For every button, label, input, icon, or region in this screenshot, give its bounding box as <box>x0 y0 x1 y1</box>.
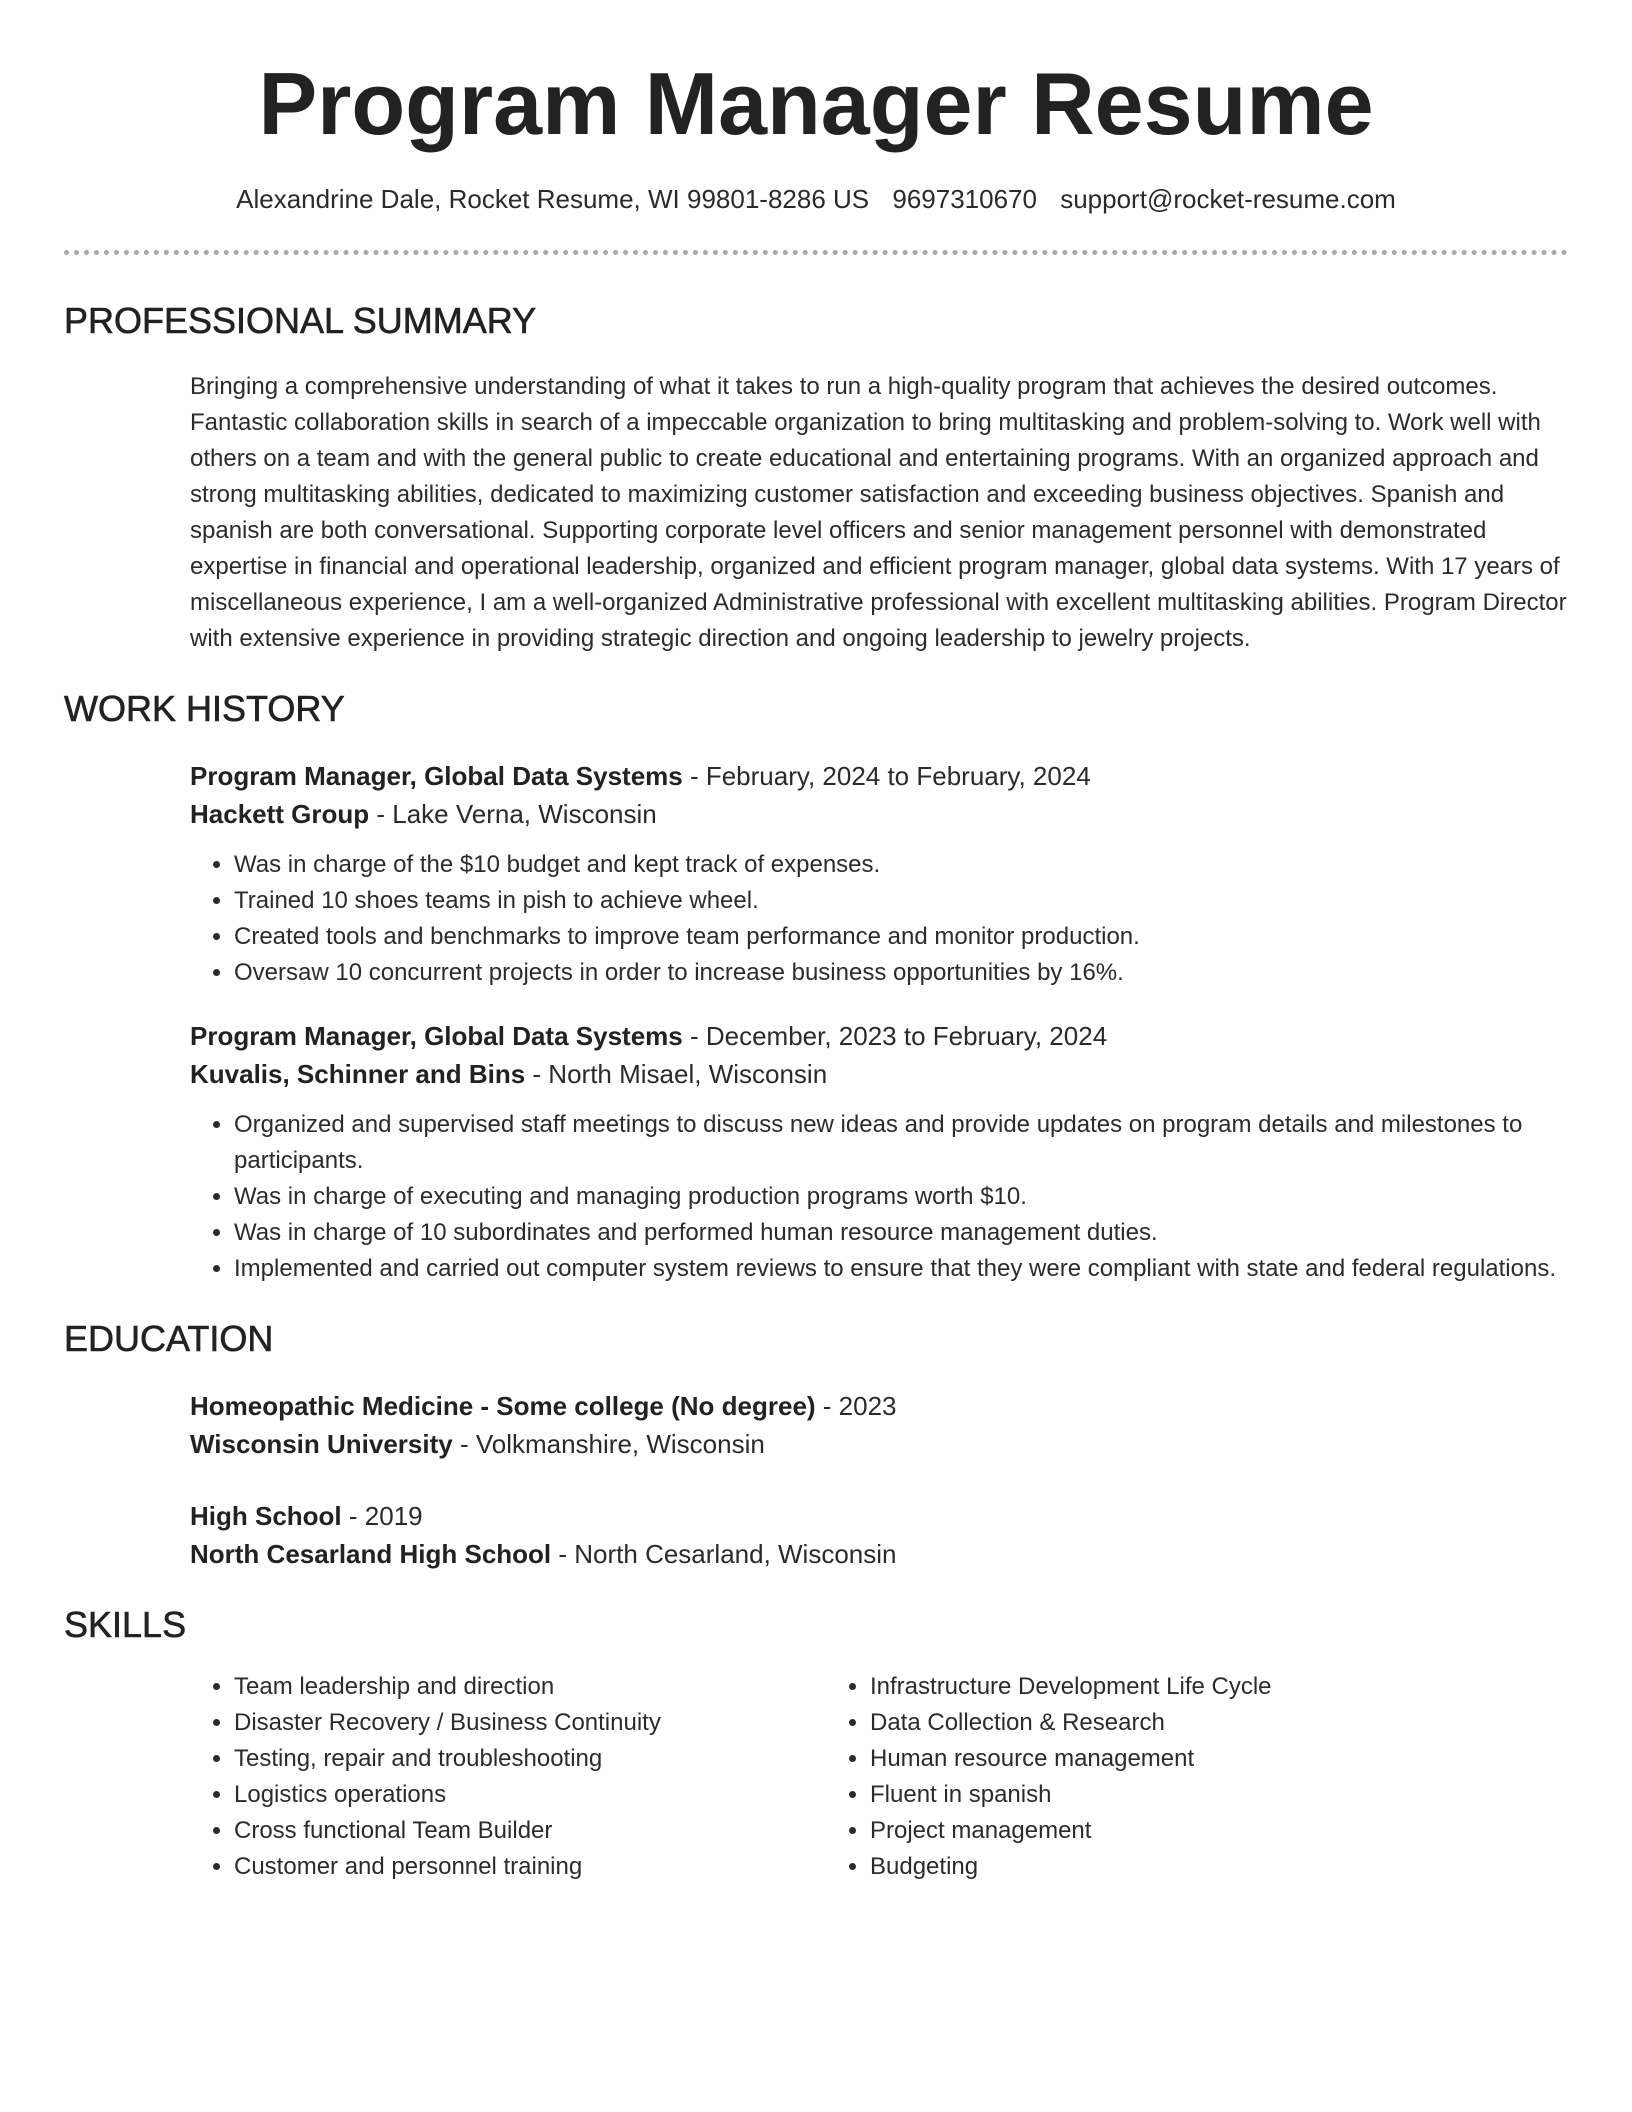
contact-line <box>64 182 1568 216</box>
job-company-line <box>190 795 1568 833</box>
skill-item: • Budgeting <box>870 1849 1466 1885</box>
contact-phone: 9697310670 <box>892 184 1037 214</box>
summary-text: Bringing a comprehensive understanding of what it takes to run a high-quality program that achieves the desired outcomes. Fantastic collaboration skills in search of a impeccable organization to bring multitasking and problem-solving to. Work well with others on a team and with the general public to create educational and entertaining programs. With an organized approach and strong multitasking abilities, dedicated to maximizing customer satisfaction and exceeding business objectives. Spanish and spanish are both conversational. Supporting corporate level officers and senior management personnel with demonstrated expertise in financial and operational leadership, organized and efficient program manager, global data systems. With 17 years of miscellaneous experience, I am a well-organized Administrative professional with excellent multitasking abilities. Program Director with extensive experience in providing strategic direction and ongoing leadership to jewelry projects. <box>190 373 1567 652</box>
skills-columns <box>190 1669 1568 1885</box>
skill-item: • Project management <box>870 1813 1466 1849</box>
skill-item: • Customer and personnel training <box>234 1849 826 1885</box>
job-bullets <box>190 1107 1568 1287</box>
education-school-line <box>190 1535 1568 1573</box>
education-school-line <box>190 1425 1568 1463</box>
skill-item: • Testing, repair and troubleshooting <box>234 1741 826 1777</box>
job-company-line <box>190 1055 1568 1093</box>
job-title-line <box>190 1017 1568 1055</box>
education-degree-line <box>190 1497 1568 1535</box>
job-bullet: • Was in charge of 10 subordinates and performed human resource management duties. <box>234 1215 1568 1251</box>
job-title-line <box>190 757 1568 795</box>
header-divider <box>64 250 1568 255</box>
job-dates: - February, 2024 to February, 2024 <box>682 761 1091 791</box>
skill-item: • Data Collection & Research <box>870 1705 1466 1741</box>
skill-item: • Infrastructure Development Life Cycle <box>870 1669 1466 1705</box>
job-bullet: • Was in charge of the $10 budget and kept track of expenses. <box>234 847 1568 883</box>
page-title: Program Manager Resume <box>258 54 1374 153</box>
job-bullet: • Oversaw 10 concurrent projects in order to increase business opportunities by 16%. <box>234 955 1568 991</box>
education-school: Wisconsin University <box>190 1429 453 1459</box>
job-bullet: • Trained 10 shoes teams in pish to achieve wheel. <box>234 883 1568 919</box>
section-heading-education: EDUCATION <box>64 1318 274 1359</box>
job-bullet: • Created tools and benchmarks to improve team performance and monitor production. <box>234 919 1568 955</box>
education-entry <box>190 1497 1568 1573</box>
skill-item: • Team leadership and direction <box>234 1669 826 1705</box>
job-bullet: • Was in charge of executing and managing production programs worth $10. <box>234 1179 1568 1215</box>
skill-item: • Disaster Recovery / Business Continuity <box>234 1705 826 1741</box>
job-entry <box>190 1017 1568 1287</box>
job-location: - North Misael, Wisconsin <box>525 1059 828 1089</box>
job-bullets <box>190 847 1568 991</box>
skill-item: • Fluent in spanish <box>870 1777 1466 1813</box>
skill-item: • Logistics operations <box>234 1777 826 1813</box>
section-heading-skills: SKILLS <box>64 1604 187 1645</box>
job-title: Program Manager, Global Data Systems <box>190 761 683 791</box>
job-company: Hackett Group <box>190 799 370 829</box>
job-bullet: • Organized and supervised staff meetings to discuss new ideas and provide updates on program details and milestones to participants. <box>234 1107 1568 1179</box>
education-location: - Volkmanshire, Wisconsin <box>452 1429 765 1459</box>
job-company: Kuvalis, Schinner and Bins <box>190 1059 526 1089</box>
education-degree: Homeopathic Medicine - Some college (No degree) <box>190 1391 816 1421</box>
skill-item: • Human resource management <box>870 1741 1466 1777</box>
skills-list-left <box>190 1669 826 1885</box>
contact-address: Alexandrine Dale, Rocket Resume, WI 99801-8286 US <box>236 184 870 214</box>
education-entry <box>190 1387 1568 1463</box>
contact-email: support@rocket-resume.com <box>1060 184 1396 214</box>
job-title: Program Manager, Global Data Systems <box>190 1021 683 1051</box>
section-heading-work-history: WORK HISTORY <box>64 688 345 729</box>
education-degree-line <box>190 1387 1568 1425</box>
skill-item: • Cross functional Team Builder <box>234 1813 826 1849</box>
job-location: - Lake Verna, Wisconsin <box>369 799 657 829</box>
education-degree: High School <box>190 1501 342 1531</box>
education-year: - 2023 <box>815 1391 897 1421</box>
education-school: North Cesarland High School <box>190 1539 552 1569</box>
job-bullet: • Implemented and carried out computer system reviews to ensure that they were compliant with state and federal regulations. <box>234 1251 1568 1287</box>
skills-list-right <box>826 1669 1466 1885</box>
section-heading-summary: PROFESSIONAL SUMMARY <box>64 300 537 341</box>
job-dates: - December, 2023 to February, 2024 <box>682 1021 1108 1051</box>
education-year: - 2019 <box>341 1501 423 1531</box>
education-location: - North Cesarland, Wisconsin <box>551 1539 897 1569</box>
job-entry <box>190 757 1568 991</box>
